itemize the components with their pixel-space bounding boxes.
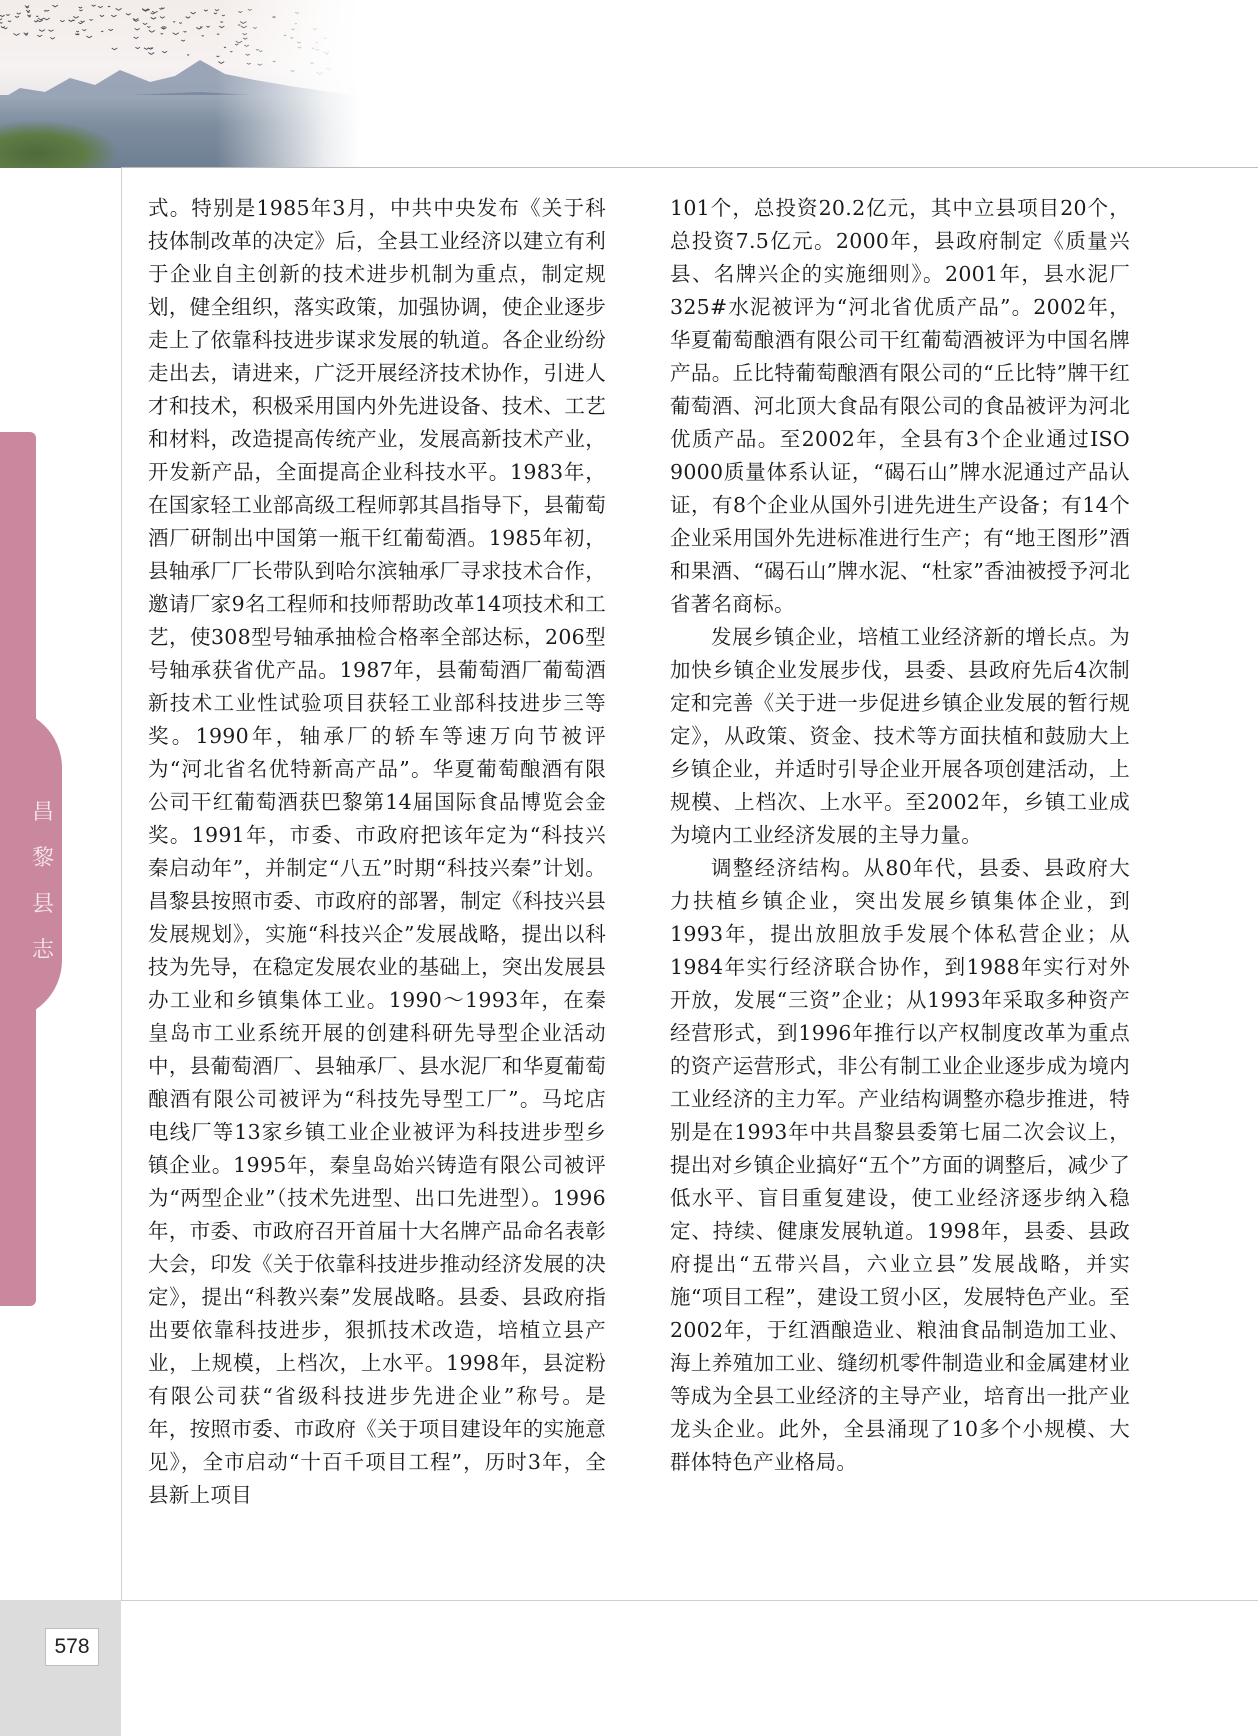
- book-title-char: 县: [31, 892, 54, 917]
- book-title-char: 昌: [31, 800, 54, 825]
- margin-line: [121, 168, 122, 1601]
- paragraph: 式。特别是1985年3月，中共中央发布《关于科技体制改革的决定》后，全县工业经济以建立有利于企业自主创新的技术进步机制为重点，制定规划，健全组织，落实政策，加强协调，使企业逐步走上了依靠科技进步谋求发展的轨道。各企业纷纷走出去，请进来，广泛开展经济技术协作，引进人才和技术，积极采用国内外先进设备、技术、工艺和材料，改造提高传统产业，发展高新技术产业，开发新产品，全面提高企业科技水平。1983年，在国家轻工业部高级工程师郭其昌指导下，县葡萄酒厂研制出中国第一瓶干红葡萄酒。1985年初，县轴承厂厂长带队到哈尔滨轴承厂寻求技术合作，邀请厂家9名工程师和技师帮助改革14项技术和工艺，使308型号轴承抽检合格率全部达标，206型号轴承获省优产品。1987年，县葡萄酒厂葡萄酒新技术工业性试验项目获轻工业部科技进步三等奖。1990年，轴承厂的轿车等速万向节被评为“河北省名优特新高产品”。华夏葡萄酿酒有限公司干红葡萄酒获巴黎第14届国际食品博览会金奖。1991年，市委、市政府把该年定为“科技兴秦启动年”，并制定“八五”时期“科技兴秦”计划。昌黎县按照市委、市政府的部署，制定《科技兴县发展规划》，实施“科技兴企”发展战略，提出以科技为先导，在稳定发展农业的基础上，突出发展县办工业和乡镇集体工业。1990～1993年，在秦皇岛市工业系统开展的创建科研先导型企业活动中，县葡萄酒厂、县轴承厂、县水泥厂和华夏葡萄酿酒有限公司被评为“科技先导型工厂”。马坨店电线厂等13家乡镇工业企业被评为科技进步型乡镇企业。1995年，秦皇岛始兴铸造有限公司被评为“两型企业”（技术先进型、出口先进型）。1996年，市委、市政府召开首届十大名牌产品命名表彰大会，印发《关于依靠科技进步推动经济发展的决定》，提出“科教兴秦”发展战略。县委、县政府指出要依靠科技进步，狠抓技术改造，培植立县产业，上规模，上档次，上水平。1998年，县淀粉有限公司获“省级科技进步先进企业”称号。是年，按照市委、市政府《关于项目建设年的实施意见》，全市启动“十百千项目工程”，历时3年，全县新上项目: [148, 196, 606, 1507]
- right-column: [670, 192, 1130, 1479]
- header-rule: [121, 167, 1258, 168]
- book-title-vertical: [28, 790, 58, 974]
- left-column: [148, 192, 606, 1512]
- book-title-char: 志: [31, 938, 54, 963]
- paragraph: 发展乡镇企业，培植工业经济新的增长点。为加快乡镇企业发展步伐，县委、县政府先后4次制定和完善《关于进一步促进乡镇企业发展的暂行规定》，从政策、资金、技术等方面扶植和鼓励大上乡镇企业，并适时引导企业开展各项创建活动，上规模、上档次、上水平。至2002年，乡镇工业成为境内工业经济发展的主导力量。: [670, 625, 1130, 847]
- paragraph: 101个，总投资20.2亿元，其中立县项目20个，总投资7.5亿元。2000年，县政府制定《质量兴县、名牌兴企的实施细则》。2001年，县水泥厂325#水泥被评为“河北省优质产品”。2002年，华夏葡萄酿酒有限公司干红葡萄酒被评为中国名牌产品。丘比特葡萄酿酒有限公司的“丘比特”牌干红葡萄酒、河北顶大食品有限公司的食品被评为河北优质产品。至2002年，全县有3个企业通过ISO 9000质量体系认证，“碣石山”牌水泥通过产品认证，有8个企业从国外引进先进生产设备；有14个企业采用国外先进标准进行生产；有“地王图形”酒和果酒、“碣石山”牌水泥、“杜家”香油被授予河北省著名商标。: [670, 196, 1130, 616]
- page-number: 578: [45, 1628, 99, 1666]
- footer-band: [0, 1600, 121, 1736]
- paragraph: 调整经济结构。从80年代，县委、县政府大力扶植乡镇企业，突出发展乡镇集体企业，到1993年，提出放胆放手发展个体私营企业；从1984年实行经济联合协作，到1988年实行对外开放，发展“三资”企业；从1993年采取多种资产经营形式，到1996年推行以产权制度改革为重点的资产运营形式，非公有制工业企业逐步成为境内工业经济的主力军。产业结构调整亦稳步推进，特别是在1993年中共昌黎县委第七届二次会议上，提出对乡镇企业搞好“五个”方面的调整后，减少了低水平、盲目重复建设，使工业经济逐步纳入稳定、持续、健康发展轨道。1998年，县委、县政府提出“五带兴昌，六业立县”发展战略，并实施“项目工程”，建设工贸小区，发展特色产业。至2002年，于红酒酿造业、粮油食品制造加工业、海上养殖加工业、缝纫机零件制造业和金属建材业等成为全县工业经济的主导产业，培育出一批产业龙头企业。此外，全县涌现了10多个小规模、大群体特色产业格局。: [670, 856, 1130, 1474]
- book-title-char: 黎: [31, 846, 54, 871]
- header-photo: [0, 0, 360, 168]
- footer-rule: [121, 1600, 1258, 1601]
